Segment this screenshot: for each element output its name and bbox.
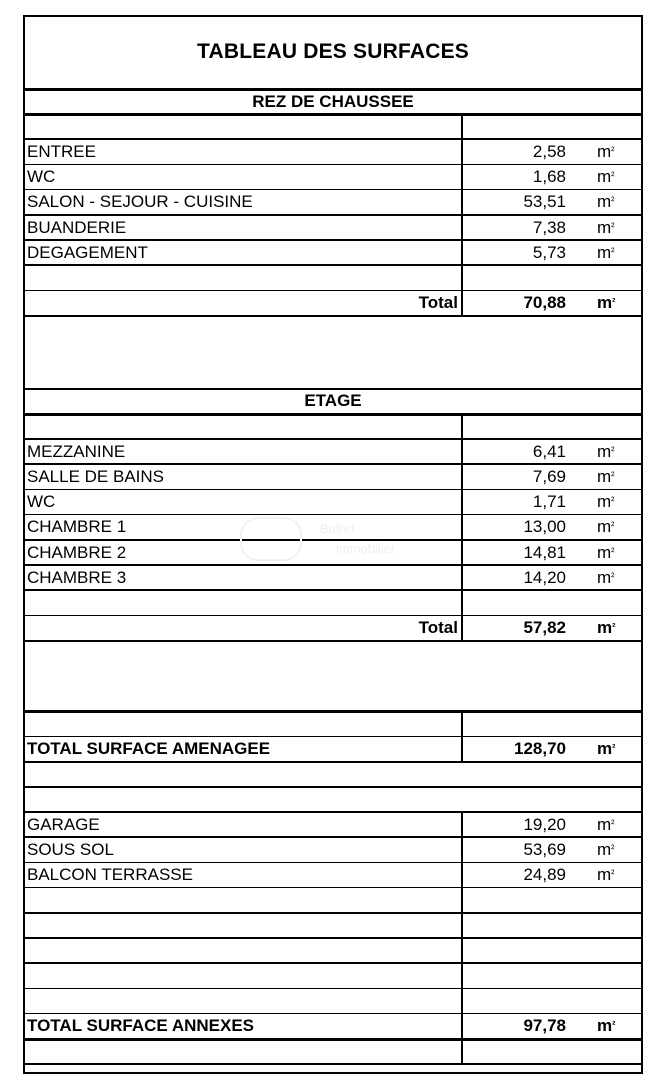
grand-total-label: TOTAL SURFACE ANNEXES xyxy=(27,1016,255,1036)
watermark-line-2: immobilier xyxy=(336,541,396,556)
area-unit: m ² xyxy=(597,517,615,537)
column-divider xyxy=(461,711,463,736)
grand-total-row xyxy=(25,1014,641,1039)
document-title: TABLEAU DES SURFACES xyxy=(197,40,469,63)
column-divider xyxy=(461,291,463,316)
surface-row xyxy=(25,215,641,240)
room-name: DEGAGEMENT xyxy=(27,242,148,262)
room-name: SOUS SOL xyxy=(27,840,114,860)
unit-symbol: m xyxy=(597,517,612,537)
unit-symbol: m xyxy=(597,192,612,212)
room-name: CHAMBRE 3 xyxy=(27,567,127,587)
grand-total-unit: m ² xyxy=(597,1016,616,1036)
grand-total-unit: m ² xyxy=(597,739,616,759)
unit-symbol: m xyxy=(597,467,612,487)
unit-symbol: m xyxy=(597,141,612,161)
surface-row xyxy=(25,165,641,190)
empty-row xyxy=(25,963,641,988)
area-unit: m ² xyxy=(597,840,615,860)
unit-symbol: m xyxy=(597,441,612,461)
column-divider xyxy=(461,1014,463,1039)
unit-symbol: m xyxy=(597,242,612,262)
room-name: WC xyxy=(27,492,56,512)
column-divider xyxy=(461,812,463,837)
section-title: REZ DE CHAUSSEE xyxy=(252,91,414,111)
empty-row xyxy=(25,787,641,812)
room-area: 6,41 xyxy=(532,441,566,461)
empty-row xyxy=(25,888,641,913)
area-unit: m ² xyxy=(597,814,615,834)
column-divider xyxy=(461,464,463,489)
empty-row xyxy=(25,590,641,615)
column-divider xyxy=(461,565,463,590)
column-divider xyxy=(461,515,463,540)
room-area: 53,51 xyxy=(523,192,566,212)
column-divider xyxy=(461,938,463,963)
grand-total-value: 97,78 xyxy=(523,1016,566,1036)
area-unit: m ² xyxy=(597,567,615,587)
room-area: 14,20 xyxy=(523,567,566,587)
surface-row xyxy=(25,540,641,565)
table-rule xyxy=(25,640,641,643)
column-divider xyxy=(461,913,463,938)
surface-row xyxy=(25,490,641,515)
room-name: BUANDERIE xyxy=(27,217,127,237)
room-name: CHAMBRE 1 xyxy=(27,517,127,537)
room-area: 53,69 xyxy=(523,840,566,860)
room-area: 5,73 xyxy=(532,242,566,262)
total-label: Total xyxy=(418,293,458,313)
table-rule xyxy=(25,1063,641,1065)
unit-symbol: m xyxy=(597,293,613,313)
column-divider xyxy=(461,439,463,464)
empty-row xyxy=(25,711,641,736)
surface-row xyxy=(25,464,641,489)
room-area: 1,68 xyxy=(532,167,566,187)
column-divider xyxy=(461,616,463,641)
room-name: SALON - SEJOUR - CUISINE xyxy=(27,192,253,212)
watermark-line-1: Bufret xyxy=(320,521,355,536)
area-unit: m ² xyxy=(597,542,615,562)
empty-row xyxy=(25,414,641,439)
table-rule xyxy=(25,315,641,318)
section-title: ETAGE xyxy=(304,391,362,411)
surface-row xyxy=(25,190,641,215)
grand-total-value: 128,70 xyxy=(514,739,566,759)
room-area: 2,58 xyxy=(532,141,566,161)
unit-symbol: m xyxy=(597,167,612,187)
room-area: 7,38 xyxy=(532,217,566,237)
unit-symbol: m xyxy=(597,1016,613,1036)
area-unit: m ² xyxy=(597,242,615,262)
column-divider xyxy=(461,1039,463,1064)
room-area: 19,20 xyxy=(523,814,566,834)
unit-symbol: m xyxy=(597,814,612,834)
section-total-row xyxy=(25,616,641,641)
column-divider xyxy=(461,963,463,988)
surface-row xyxy=(25,515,641,540)
empty-row xyxy=(25,913,641,938)
area-unit: m ² xyxy=(597,865,615,885)
grand-total-row xyxy=(25,737,641,762)
column-divider xyxy=(461,590,463,615)
area-unit: m ² xyxy=(597,167,615,187)
room-name: SALLE DE BAINS xyxy=(27,467,165,487)
column-divider xyxy=(461,190,463,215)
area-unit: m ² xyxy=(597,217,615,237)
room-area: 13,00 xyxy=(523,517,566,537)
grand-total-label: TOTAL SURFACE AMENAGEE xyxy=(27,739,271,759)
unit-symbol: m xyxy=(597,865,612,885)
section-header xyxy=(25,389,641,414)
surface-row xyxy=(25,240,641,265)
unit-symbol: m xyxy=(597,542,612,562)
total-unit: m ² xyxy=(597,293,616,313)
total-label: Total xyxy=(418,618,458,638)
column-divider xyxy=(461,490,463,515)
column-divider xyxy=(461,888,463,913)
room-name: CHAMBRE 2 xyxy=(27,542,127,562)
unit-symbol: m xyxy=(597,492,612,512)
room-name: GARAGE xyxy=(27,814,100,834)
column-divider xyxy=(461,265,463,290)
area-unit: m ² xyxy=(597,141,615,161)
column-divider xyxy=(461,540,463,565)
unit-symbol: m xyxy=(597,567,612,587)
column-divider xyxy=(461,737,463,762)
room-area: 24,89 xyxy=(523,865,566,885)
unit-symbol: m xyxy=(597,618,613,638)
surface-row xyxy=(25,812,641,837)
column-divider xyxy=(461,240,463,265)
unit-symbol: m xyxy=(597,217,612,237)
unit-symbol: m xyxy=(597,739,613,759)
surfaces-table xyxy=(23,15,643,1074)
unit-symbol: m xyxy=(597,840,612,860)
surface-row xyxy=(25,439,641,464)
column-divider xyxy=(461,139,463,164)
column-divider xyxy=(461,414,463,439)
column-divider xyxy=(461,989,463,1014)
total-value: 57,82 xyxy=(523,618,566,638)
empty-row xyxy=(25,989,641,1014)
area-unit: m ² xyxy=(597,467,615,487)
empty-row xyxy=(25,1039,641,1064)
surface-row xyxy=(25,863,641,888)
empty-row xyxy=(25,114,641,139)
empty-row xyxy=(25,762,641,787)
area-unit: m ² xyxy=(597,441,615,461)
column-divider xyxy=(461,863,463,888)
room-area: 14,81 xyxy=(523,542,566,562)
empty-row xyxy=(25,265,641,290)
column-divider xyxy=(461,215,463,240)
total-unit: m ² xyxy=(597,618,616,638)
room-area: 1,71 xyxy=(532,492,566,512)
total-value: 70,88 xyxy=(523,293,566,313)
column-divider xyxy=(461,114,463,139)
column-divider xyxy=(461,837,463,862)
column-divider xyxy=(461,165,463,190)
room-name: BALCON TERRASSE xyxy=(27,865,193,885)
room-name: WC xyxy=(27,167,56,187)
area-unit: m ² xyxy=(597,492,615,512)
section-header xyxy=(25,89,641,114)
room-name: ENTREE xyxy=(27,141,96,161)
surface-row xyxy=(25,139,641,164)
surface-row xyxy=(25,565,641,590)
surface-row xyxy=(25,837,641,862)
room-area: 7,69 xyxy=(532,467,566,487)
room-name: MEZZANINE xyxy=(27,441,126,461)
area-unit: m ² xyxy=(597,192,615,212)
section-total-row xyxy=(25,291,641,316)
empty-row xyxy=(25,938,641,963)
